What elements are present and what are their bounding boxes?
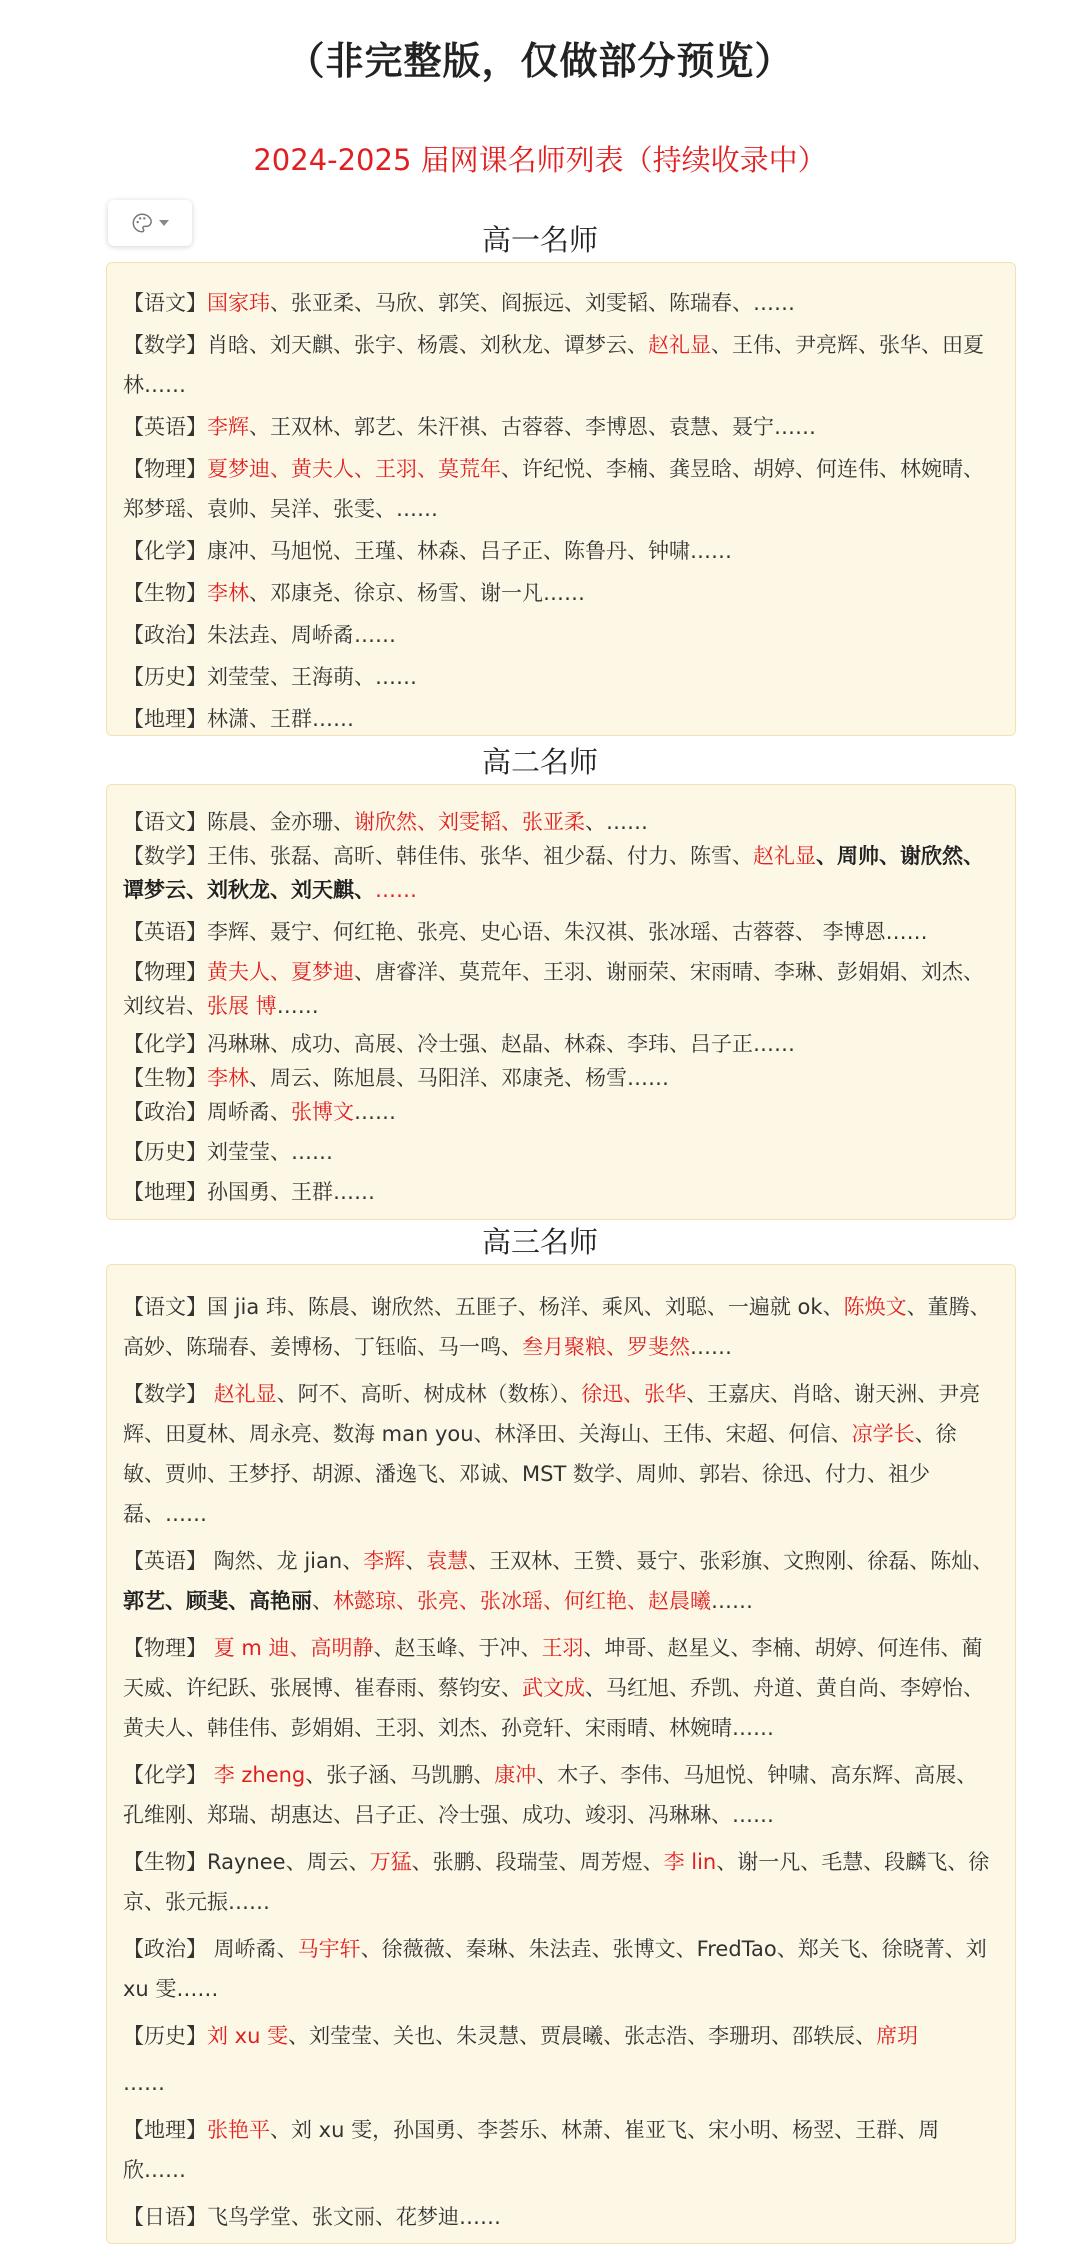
- teacher-text: 【物理】: [123, 457, 207, 481]
- teacher-text: 【物理】: [123, 1636, 214, 1660]
- highlighted-teacher: 李辉: [363, 1549, 406, 1573]
- highlighted-teacher: 席玥: [876, 2024, 919, 2048]
- teacher-text: 【政治】周峤矞、: [123, 1100, 291, 1124]
- teacher-text: 【地理】林潇、王群……: [123, 707, 354, 731]
- subject-line: [123, 407, 997, 447]
- teacher-text: 、……: [585, 810, 648, 834]
- teacher-text: 【历史】: [123, 2024, 207, 2048]
- highlighted-teacher: 叁月聚粮、罗斐然: [522, 1335, 690, 1359]
- subject-line: [123, 805, 997, 839]
- subject-line: [123, 1929, 997, 2009]
- subject-line: [123, 1175, 997, 1209]
- grade11-teacher-box: [106, 784, 1016, 1220]
- subject-line: [123, 1061, 997, 1095]
- highlighted-teacher: 王羽: [541, 1636, 584, 1660]
- teacher-text: 、木子、李伟、马旭悦、钟啸、高东辉、高展、孔维刚、郑瑞、胡惠达、吕子正、冷士强、成功、竣羽、冯琳琳、……: [123, 1763, 978, 1827]
- teacher-text: 、阿不、高昕、树成林（数栋）、: [276, 1382, 582, 1406]
- teacher-text: 【历史】刘莹莹、……: [123, 1140, 333, 1164]
- subject-line: [123, 1135, 997, 1169]
- highlighted-teacher: 赵礼显: [213, 1382, 277, 1406]
- subject-line: [123, 531, 997, 571]
- subject-line: [123, 615, 997, 655]
- highlighted-teacher: 黄夫人、夏梦迪: [207, 960, 354, 984]
- teacher-text: 【数学】王伟、张磊、高昕、韩佳伟、张华、祖少磊、付力、陈雪、: [123, 844, 753, 868]
- subject-line: [123, 699, 997, 739]
- subject-line: [123, 1287, 997, 1367]
- teacher-text: 、坤哥、赵星义、李楠、胡婷、何连伟、蔺天威、许纪跃、张展博、崔春雨、蔡钧安、: [123, 1636, 983, 1700]
- teacher-text: 【数学】: [123, 1382, 214, 1406]
- highlighted-teacher: 康冲: [494, 1763, 537, 1787]
- teacher-text: ……: [123, 2071, 165, 2095]
- teacher-text: 、: [312, 1589, 333, 1613]
- teacher-text: 、徐敏、贾帅、王梦抒、胡源、潘逸飞、邓诚、MST 数学、周帅、郭岩、徐迅、付力、祖少磊、……: [123, 1422, 957, 1526]
- teacher-text: 【英语】李辉、聂宁、何红艳、张亮、史心语、朱汉祺、张冰瑶、古蓉蓉、 李博恩……: [123, 920, 928, 944]
- highlighted-teacher: 李 lin: [663, 1850, 717, 1874]
- highlighted-teacher: 张艳平: [207, 2118, 270, 2142]
- highlighted-teacher: 谢欣然、刘雯韬、张亚柔: [354, 810, 585, 834]
- teacher-text: 【语文】: [123, 291, 207, 315]
- subject-line: [123, 2063, 997, 2103]
- highlighted-teacher: 张展 博: [207, 994, 277, 1018]
- teacher-text: 、邓康尧、徐京、杨雪、谢一凡……: [249, 581, 585, 605]
- grade10-teacher-box: [106, 262, 1016, 736]
- teacher-text: 、刘 xu 雯，孙国勇、李荟乐、林萧、崔亚飞、宋小明、杨翌、王群、周欣……: [123, 2118, 940, 2182]
- grade12-teacher-box: [106, 1264, 1016, 2244]
- teacher-text: 、张鹏、段瑞莹、周芳煜、: [411, 1850, 664, 1874]
- teacher-text: 【数学】肖晗、刘天麒、张宇、杨震、刘秋龙、谭梦云、: [123, 333, 648, 357]
- teacher-text: 【日语】飞鸟学堂、张文丽、花梦迪……: [123, 2205, 501, 2229]
- highlighted-teacher: 刘 xu 雯: [207, 2024, 289, 2048]
- teacher-text: 、王双林、王赞、聂宁、张彩旗、文煦刚、徐磊、陈灿、: [468, 1549, 994, 1573]
- teacher-text: ……: [354, 1100, 396, 1124]
- teacher-text: 、王嘉庆、肖晗、谢天洲、尹亮辉、田夏林、周永亮、数海 man you、林泽田、关海山、王伟、宋超、何信、: [123, 1382, 981, 1446]
- highlighted-teacher: 武文成: [522, 1676, 585, 1700]
- subject-line: [123, 325, 997, 405]
- teacher-text: 【英语】: [123, 415, 207, 439]
- teacher-text: 【政治】 周峤矞、: [123, 1937, 298, 1961]
- highlighted-teacher: 夏 m 迪、高明静: [213, 1636, 374, 1660]
- teacher-text: ……: [711, 1589, 753, 1613]
- teacher-text: 、刘莹莹、关也、朱灵慧、贾晨曦、张志浩、李珊玥、邵轶辰、: [288, 2024, 877, 2048]
- teacher-text: 【地理】孙国勇、王群……: [123, 1180, 375, 1204]
- section-title-grade11: 高二名师: [481, 745, 598, 779]
- highlighted-teacher: 徐迅、张华: [581, 1382, 687, 1406]
- highlighted-teacher: 张博文: [291, 1100, 354, 1124]
- highlighted-teacher: 赵礼显: [753, 844, 816, 868]
- teacher-text: 【化学】: [123, 1763, 214, 1787]
- teacher-text: 【英语】 陶然、龙 jian、: [123, 1549, 364, 1573]
- teacher-text: 、张子涵、马凯鹏、: [305, 1763, 495, 1787]
- teacher-text: 【生物】: [123, 1066, 207, 1090]
- subject-line: [123, 1374, 997, 1534]
- highlighted-teacher: 赵礼显: [648, 333, 711, 357]
- subject-line: [123, 839, 997, 907]
- teacher-text: 、王双林、郭艺、朱汗祺、古蓉蓉、李博恩、袁慧、聂宁……: [249, 415, 816, 439]
- highlighted-teacher: 袁慧: [426, 1549, 469, 1573]
- teacher-text: 【生物】Raynee、周云、: [123, 1850, 370, 1874]
- teacher-text: 【政治】朱法垚、周峤矞……: [123, 623, 396, 647]
- highlighted-teacher: 夏梦迪、黄夫人、王羽、莫荒年: [207, 457, 501, 481]
- subject-line: [123, 1755, 997, 1835]
- highlighted-teacher: 凉学长: [851, 1422, 915, 1446]
- subject-line: [123, 1027, 997, 1061]
- section-title-grade10: 高一名师: [481, 223, 598, 257]
- page-title: （非完整版，仅做部分预览）: [286, 39, 794, 83]
- teacher-text: ……: [276, 994, 319, 1018]
- subject-line: [123, 2016, 997, 2056]
- highlighted-teacher: 李林: [207, 1066, 249, 1090]
- subject-line: [123, 283, 997, 323]
- highlighted-teacher: 马宇轩: [297, 1937, 361, 1961]
- teacher-text: 【化学】冯琳琳、成功、高展、冷士强、赵晶、林森、李玮、吕子正……: [123, 1032, 795, 1056]
- page-subtitle: 2024-2025 届网课名师列表（持续收录中）: [253, 143, 827, 177]
- teacher-text: 、赵玉峰、于冲、: [373, 1636, 542, 1660]
- bold-teacher: 、周帅、谢欣然、谭梦云、刘秋龙、刘天麒、: [123, 844, 984, 902]
- highlighted-teacher: 陈焕文: [843, 1295, 907, 1319]
- subject-line: [123, 2197, 997, 2237]
- subject-line: [123, 1541, 997, 1621]
- highlighted-teacher: 国家玮: [207, 291, 270, 315]
- teacher-text: 、许纪悦、李楠、龚昱晗、胡婷、何连伟、林婉晴、郑梦瑶、袁帅、吴洋、张雯、……: [123, 457, 984, 521]
- teacher-text: 、唐睿洋、莫荒年、王羽、谢丽荣、宋雨晴、李琳、彭娟娟、刘杰、刘纹岩、: [123, 960, 984, 1018]
- teacher-text: 【物理】: [123, 960, 207, 984]
- highlighted-teacher: 林懿琼、张亮、张冰瑶、何红艳、赵晨曦: [333, 1589, 711, 1613]
- subject-line: [123, 2110, 997, 2190]
- highlighted-teacher: 李 zheng: [213, 1763, 306, 1787]
- subject-line: [123, 449, 997, 529]
- subject-line: [123, 955, 997, 1023]
- bold-teacher: 郭艺、顾斐、高艳丽: [123, 1589, 312, 1613]
- teacher-text: 【语文】陈晨、金亦珊、: [123, 810, 354, 834]
- highlighted-teacher: ……: [375, 878, 417, 902]
- subject-line: [123, 657, 997, 697]
- highlighted-teacher: 万猛: [369, 1850, 412, 1874]
- teacher-text: 、徐薇薇、秦琳、朱法垚、张博文、FredTao、郑关飞、徐晓菁、刘 xu 雯……: [123, 1937, 987, 2001]
- teacher-text: 、周云、陈旭晨、马阳洋、邓康尧、杨雪……: [249, 1066, 669, 1090]
- subject-line: [123, 1842, 997, 1922]
- subject-line: [123, 915, 997, 949]
- section-title-grade12: 高三名师: [481, 1225, 598, 1259]
- subject-line: [123, 1095, 997, 1129]
- teacher-text: 【化学】康冲、马旭悦、王瑾、林森、吕子正、陈鲁丹、钟啸……: [123, 539, 732, 563]
- highlighted-teacher: 李辉: [207, 415, 249, 439]
- highlighted-teacher: 李林: [207, 581, 249, 605]
- teacher-text: 【历史】刘莹莹、王海萌、……: [123, 665, 417, 689]
- subject-line: [123, 1628, 997, 1748]
- teacher-text: 、: [405, 1549, 427, 1573]
- teacher-text: 【地理】: [123, 2118, 207, 2142]
- teacher-text: 、马红旭、乔凯、舟道、黄自尚、李婷怡、黄夫人、韩佳伟、彭娟娟、王羽、刘杰、孙竞轩、宋雨晴、林婉晴……: [123, 1676, 984, 1740]
- subject-line: [123, 573, 997, 613]
- teacher-text: 、张亚柔、马欣、郭笑、阎振远、刘雯韬、陈瑞春、……: [270, 291, 795, 315]
- teacher-text: 、谢一凡、毛慧、段麟飞、徐京、张元振……: [123, 1850, 990, 1914]
- teacher-text: 【生物】: [123, 581, 207, 605]
- teacher-text: ……: [690, 1335, 732, 1359]
- teacher-text: 【语文】国 jia 玮、陈晨、谢欣然、五匪子、杨洋、乘风、刘聪、一遍就 ok、: [123, 1295, 844, 1319]
- teacher-text: 、董腾、高妙、陈瑞春、姜博杨、丁钰临、马一鸣、: [123, 1295, 991, 1359]
- teacher-text: 、王伟、尹亮辉、张华、田夏林……: [123, 333, 984, 397]
